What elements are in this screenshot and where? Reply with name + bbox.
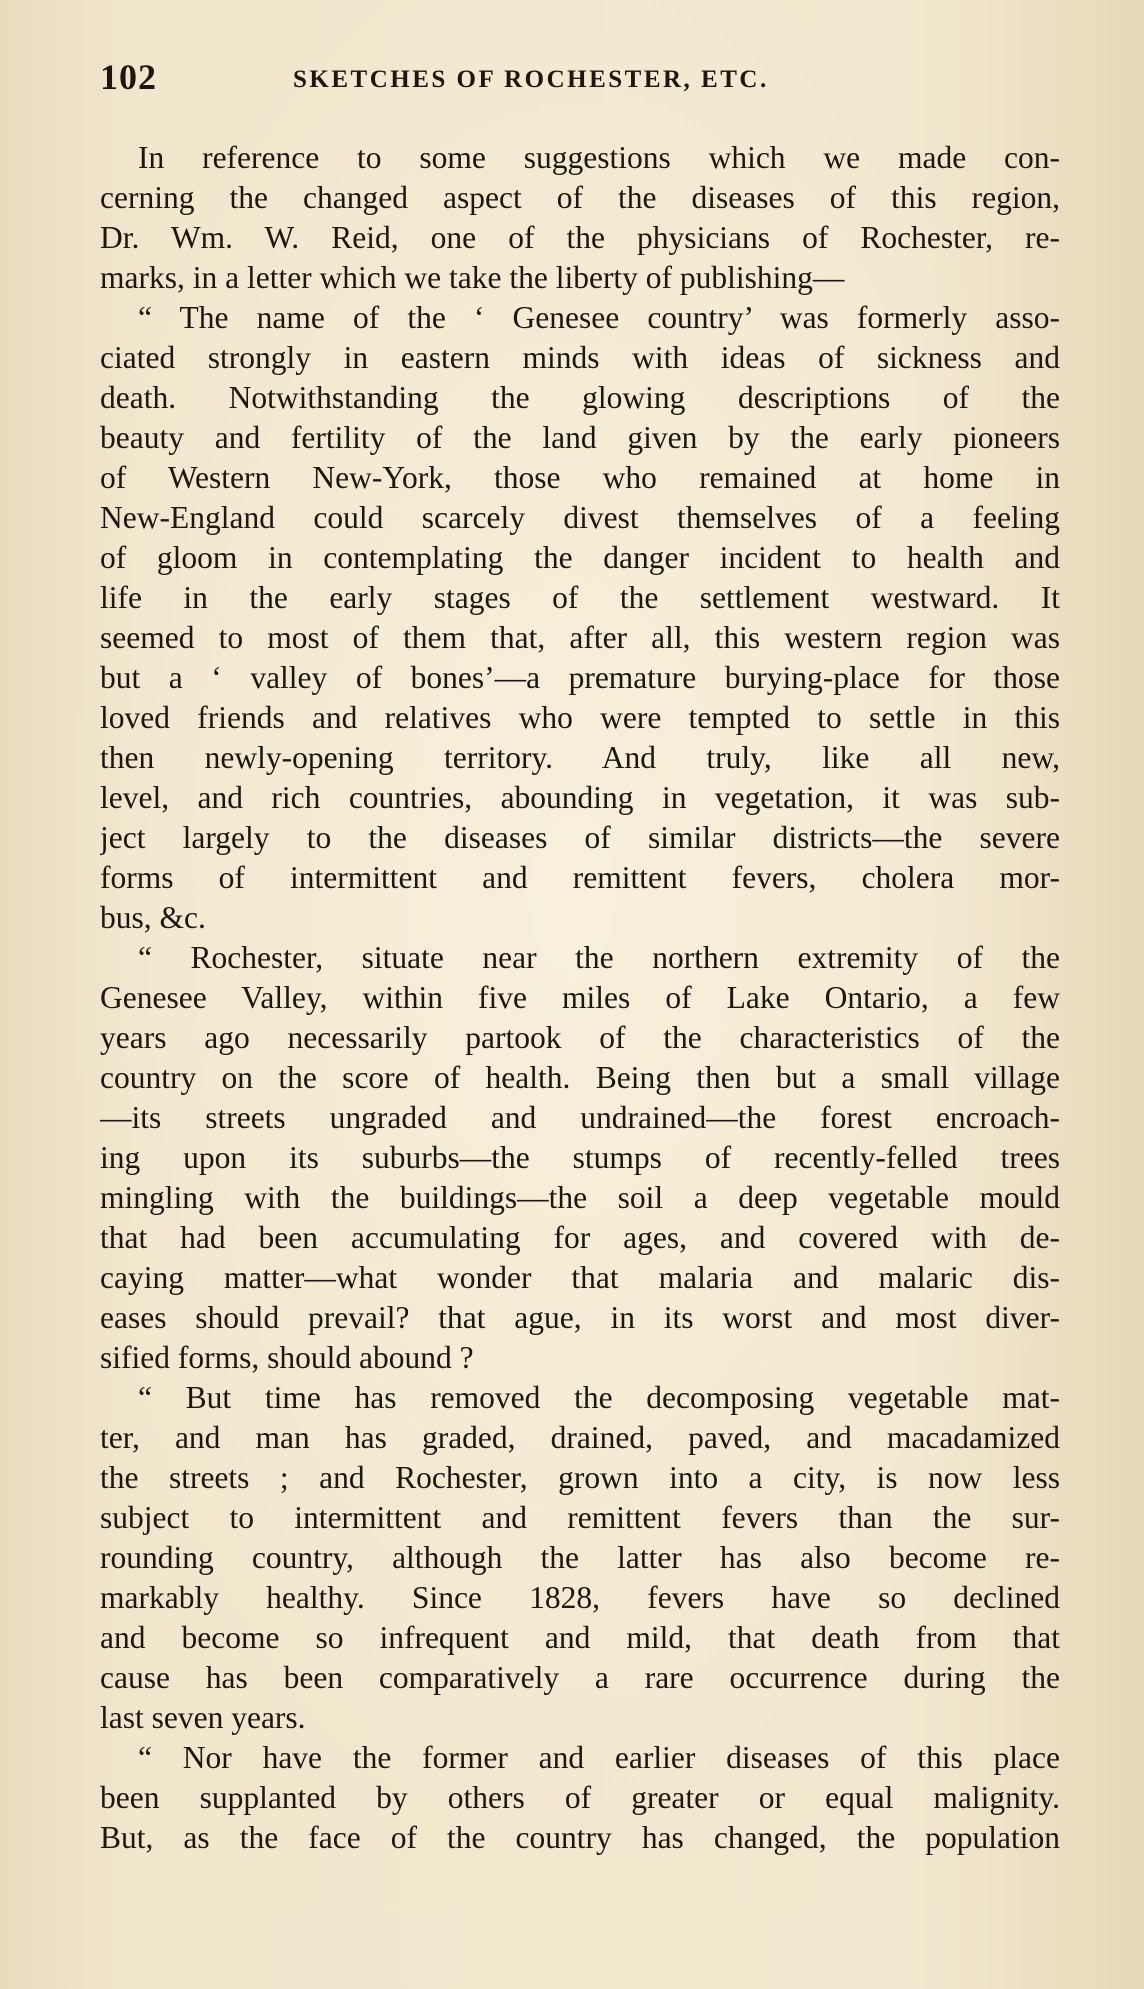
text-line: rounding country, although the latter has also become re- <box>100 1540 1060 1575</box>
text-line: “ Rochester, situate near the northern extremity of the <box>138 940 1060 975</box>
text-line: that had been accumulating for ages, and covered with de- <box>100 1220 1060 1255</box>
text-line: but a ‘ valley of bones’—a premature burying-place for those <box>100 660 1060 695</box>
text-line: seemed to most of them that, after all, this western region was <box>100 620 1060 655</box>
text-line: years ago necessarily partook of the characteristics of the <box>100 1020 1060 1055</box>
body-text <box>100 138 1060 1858</box>
text-line: mingling with the buildings—the soil a deep vegetable mould <box>100 1180 1060 1215</box>
text-line: then newly-opening territory. And truly, like all new, <box>100 740 1060 775</box>
text-line: level, and rich countries, abounding in vegetation, it was sub- <box>100 780 1060 815</box>
page-number: 102 <box>100 57 157 97</box>
text-line: forms of intermittent and remittent fevers, cholera mor- <box>100 860 1060 895</box>
text-line: marks, in a letter which we take the liberty of publishing— <box>100 260 845 295</box>
text-line: Dr. Wm. W. Reid, one of the physicians of Rochester, re- <box>100 220 1060 255</box>
text-line: caying matter—what wonder that malaria and malaric dis- <box>100 1260 1060 1295</box>
text-line: bus, &c. <box>100 900 206 935</box>
text-line: New-England could scarcely divest themselves of a feeling <box>100 500 1060 535</box>
text-line: and become so infrequent and mild, that death from that <box>100 1620 1060 1655</box>
text-line: But, as the face of the country has changed, the population <box>100 1820 1060 1855</box>
text-line: life in the early stages of the settlement westward. It <box>100 580 1060 615</box>
text-line: beauty and fertility of the land given by the early pioneers <box>100 420 1060 455</box>
running-title: SKETCHES OF ROCHESTER, ETC. <box>293 66 769 93</box>
text-line: —its streets ungraded and undrained—the forest encroach- <box>100 1100 1060 1135</box>
text-line: sified forms, should abound ? <box>100 1340 474 1375</box>
text-line: ciated strongly in eastern minds with ideas of sickness and <box>100 340 1060 375</box>
text-line: ter, and man has graded, drained, paved, and macadamized <box>100 1420 1060 1455</box>
text-line: cerning the changed aspect of the diseases of this region, <box>100 180 1060 215</box>
text-line: of gloom in contemplating the danger incident to health and <box>100 540 1060 575</box>
text-line: “ Nor have the former and earlier diseases of this place <box>138 1740 1060 1775</box>
text-line: last seven years. <box>100 1700 306 1735</box>
text-line: Genesee Valley, within five miles of Lake Ontario, a few <box>100 980 1060 1015</box>
text-line: In reference to some suggestions which we made con- <box>138 140 1060 175</box>
text-line: ject largely to the diseases of similar districts—the severe <box>100 820 1060 855</box>
text-line: ing upon its suburbs—the stumps of recently-felled trees <box>100 1140 1060 1175</box>
text-line: cause has been comparatively a rare occurrence during the <box>100 1660 1060 1695</box>
text-line: country on the score of health. Being then but a small village <box>100 1060 1060 1095</box>
text-line: subject to intermittent and remittent fevers than the sur- <box>100 1500 1060 1535</box>
text-line: of Western New-York, those who remained at home in <box>100 460 1060 495</box>
text-line: “ But time has removed the decomposing vegetable mat- <box>138 1380 1060 1415</box>
running-head <box>100 56 1060 112</box>
text-line: death. Notwithstanding the glowing descriptions of the <box>100 380 1060 415</box>
text-line: the streets ; and Rochester, grown into a city, is now less <box>100 1460 1060 1495</box>
text-line: eases should prevail? that ague, in its worst and most diver- <box>100 1300 1060 1335</box>
text-line: been supplanted by others of greater or equal malignity. <box>100 1780 1060 1815</box>
text-line: “ The name of the ‘ Genesee country’ was formerly asso- <box>138 300 1060 335</box>
text-line: markably healthy. Since 1828, fevers have so declined <box>100 1580 1060 1615</box>
text-line: loved friends and relatives who were tempted to settle in this <box>100 700 1060 735</box>
